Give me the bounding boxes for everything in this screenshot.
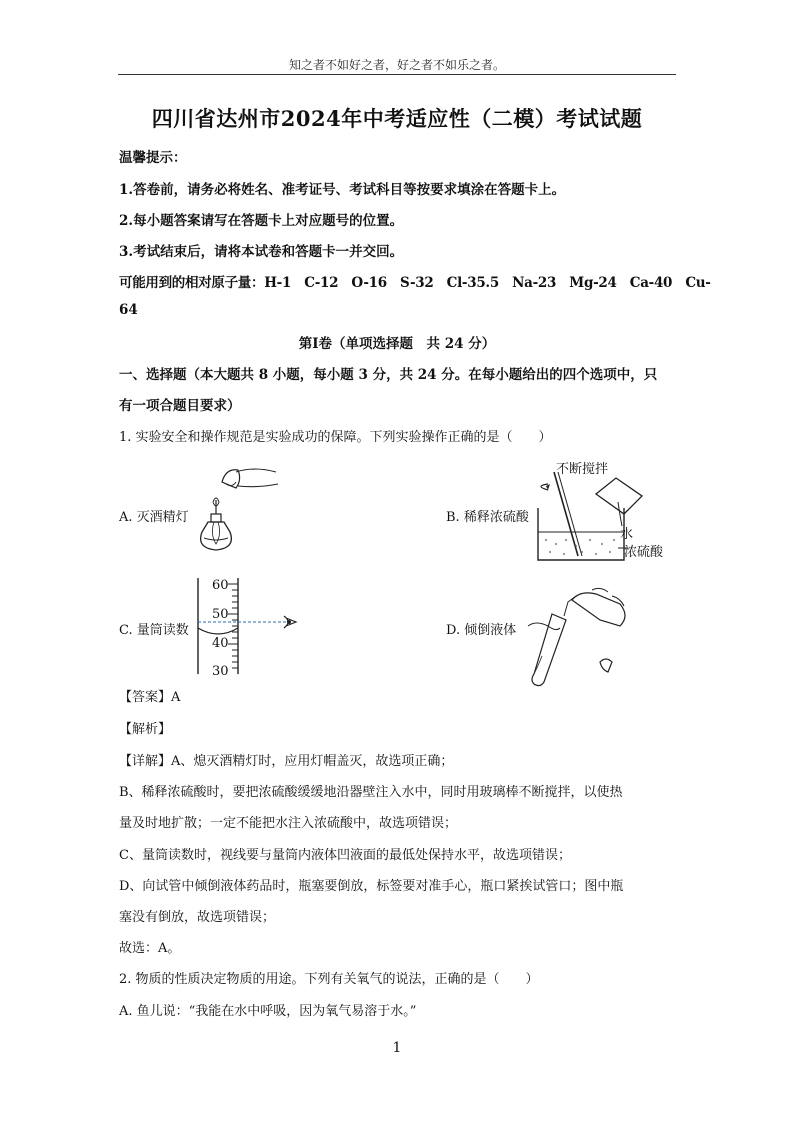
q1-stem: 1. 实验安全和操作规范是实验成功的保障。下列实验操作正确的是（ ） — [119, 430, 552, 445]
pouring-liquid-figure — [520, 586, 640, 690]
q1-explain-7: 故选：A。 — [119, 941, 181, 956]
q1-option-a: A. 灭酒精灯 — [119, 510, 189, 525]
meniscus-icon — [198, 628, 238, 634]
q1-analysis-heading: 【解析】 — [119, 722, 172, 737]
label-stir: 不断搅拌 — [556, 462, 609, 477]
q1-option-b: B. 稀释浓硫酸 — [446, 510, 529, 525]
header-divider — [118, 74, 676, 75]
notice-heading: 温馨提示： — [119, 150, 187, 166]
glass-rod-icon — [554, 472, 578, 556]
lamp-body-icon — [201, 522, 232, 550]
tick-50: 50 — [212, 607, 229, 622]
q1-explain-3: 量及时地扩散；一定不能把水注入浓硫酸中，故选项错误； — [119, 816, 458, 831]
q1-explain-2: B、稀释浓硫酸时，要把浓硫酸缓缓地沿器壁注入水中，同时用玻璃棒不断搅拌，以使热 — [119, 785, 623, 800]
tick-60: 60 — [212, 578, 229, 593]
q1-explain-1: 【详解】A、熄灭酒精灯时，应用灯帽盖灭，故选项正确； — [119, 754, 454, 769]
label-acid: 浓硫酸 — [624, 545, 664, 560]
q1-option-d: D. 倾倒液体 — [446, 623, 517, 638]
q2-stem: 2. 物质的性质决定物质的用途。下列有关氧气的说法，正确的是（ ） — [119, 972, 539, 987]
q1-option-c: C. 量筒读数 — [119, 623, 189, 638]
tick-40: 40 — [212, 636, 229, 651]
section-heading-line2: 有一项合题目要求） — [119, 398, 241, 414]
label-water: 水 — [620, 527, 634, 542]
page-number: 1 — [392, 1040, 402, 1056]
graduated-cylinder-figure — [194, 576, 304, 676]
test-tube-icon — [532, 614, 566, 686]
page-title: 四川省达州市2024年中考适应性（二模）考试试题 — [151, 106, 643, 131]
atomic-masses-line2: 64 — [119, 302, 138, 318]
notice-item-1: 1.答卷前，请务必将姓名、准考证号、考试科目等按要求填涂在答题卡上。 — [119, 182, 566, 198]
q1-explain-5: D、向试管中倾倒液体药品时，瓶塞要倒放，标签要对准手心，瓶口紧挨试管口；图中瓶 — [119, 879, 624, 894]
q1-explain-4: C、量筒读数时，视线要与量筒内液体凹液面的最低处保持水平，故选项错误； — [119, 848, 571, 863]
hand-icon — [236, 469, 278, 487]
q1-explain-6: 塞没有倒放，故选项错误； — [119, 910, 276, 925]
atomic-masses-line1: 可能用到的相对原子量：H-1 C-12 O-16 S-32 Cl-35.5 Na-23 Mg-24 Ca-40 Cu- — [119, 275, 711, 291]
page-header-motto: 知之者不如好之者，好之者不如乐之者。 — [288, 58, 505, 72]
part-title: 第Ⅰ卷（单项选择题 共 24 分） — [298, 336, 496, 352]
notice-item-3: 3.考试结束后，请将本试卷和答题卡一并交回。 — [119, 244, 404, 260]
notice-item-2: 2.每小题答案请写在答题卡上对应题号的位置。 — [119, 213, 404, 229]
section-heading-line1: 一、选择题（本大题共 8 小题，每小题 3 分，共 24 分。在每小题给出的四个选项中，只 — [119, 367, 658, 383]
stopper-icon — [600, 659, 612, 672]
alcohol-lamp-figure — [192, 458, 284, 558]
q2-option-a: A. 鱼儿说：“我能在水中呼吸，因为氧气易溶于水。” — [119, 1004, 417, 1019]
tick-30: 30 — [212, 664, 229, 679]
q1-answer: 【答案】A — [119, 690, 181, 705]
